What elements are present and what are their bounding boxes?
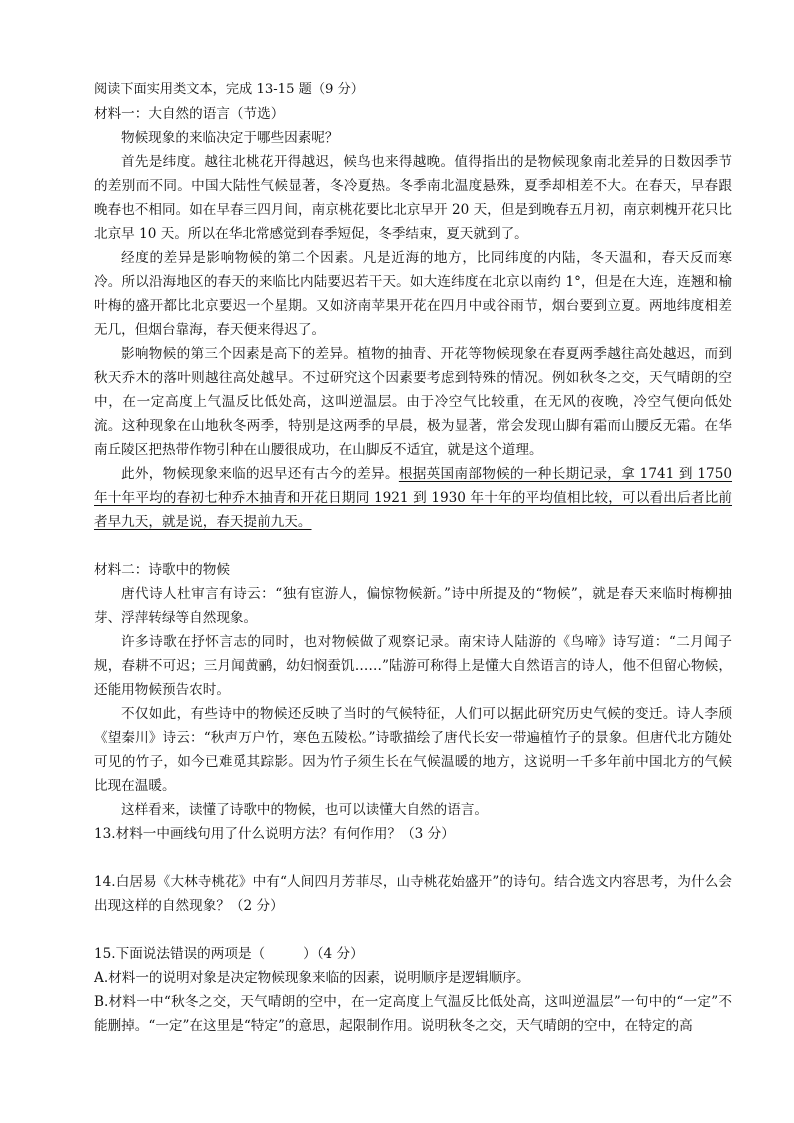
answer-space (94, 846, 732, 870)
material1-last-plain: 此外，物候现象来临的迟早还有古今的差异。 (121, 466, 399, 482)
material1-paragraph: 经度的差异是影响物候的第二个因素。凡是近海的地方，比同纬度的内陆，冬天温和，春天反而寒冷。所以沿海地区的春天的来临比内陆要迟若干天。如大连纬度在北京以南约 1°，但是在大连，连翘和榆叶梅的盛开都比北京要迟一个星期。又如济南苹果开花在四月中或谷雨节，烟台要到立夏。两地纬度相差无几，但烟台靠海，春天便来得迟了。 (94, 250, 732, 338)
question-15-stem: 15.下面说法错误的两项是（ (94, 946, 266, 962)
material1-paragraph: 影响物候的第三个因素是高下的差异。植物的抽青、开花等物候现象在春夏两季越往高处越迟，而到秋天乔木的落叶则越往高处越早。不过研究这个因素要考虑到特殊的情况。例如秋冬之交，天气晴朗的空中，在一定高度上气温反比低处高，这叫逆温层。由于冷空气比较重，在无风的夜晚，冷空气便向低处流。这种现象在山地秋冬两季，特别是这两季的早晨，极为显著，常会发现山脚有霜而山腰反无霜。在华南丘陵区把热带作物引种在山腰很成功，在山脚反不适宜，就是这个道理。 (94, 346, 732, 458)
question-15-score: ）（4 分） (303, 946, 364, 962)
material1-paragraph: 首先是纬度。越往北桃花开得越迟，候鸟也来得越晚。值得指出的是物候现象南北差异的日数因季节的差别而不同。中国大陆性气候显著，冬冷夏热。冬季南北温度悬殊，夏季却相差不大。在春天，早春跟晚春也不相同。如在早春三四月间，南京桃花要比北京早开 20 天，但是到晚春五月初，南京刺槐开花只比北京早 10 天。所以在华北常感觉到春季短促，冬季结束，夏天就到了。 (94, 154, 732, 242)
material2-paragraph: 不仅如此，有些诗中的物候还反映了当时的气候特征，人们可以据此研究历史气候的变迁。诗人李颀《望秦川》诗云：“秋声万户竹，寒色五陵松。”诗歌描绘了唐代长安一带遍植竹子的景象。但唐代北方随处可见的竹子，如今已难觅其踪影。因为竹子须生长在气候温暖的地方，这说明一千多年前中国北方的气候比现在温暖。 (94, 706, 732, 794)
material2-title: 材料二：诗歌中的物候 (94, 562, 230, 578)
material2-paragraph: 这样看来，读懂了诗歌中的物候，也可以读懂大自然的语言。 (121, 802, 489, 818)
material1-title: 材料一：大自然的语言（节选） (94, 106, 285, 122)
option-a: A.材料一的说明对象是决定物候现象来临的因素，说明顺序是逻辑顺序。 (94, 970, 530, 986)
question-13: 13.材料一中画线句用了什么说明方法？有何作用？（3 分） (94, 826, 455, 842)
option-b: B.材料一中“秋冬之交，天气晴朗的空中，在一定高度上气温反比低处高，这叫逆温层”一句中的“一定”不能删掉。“一定”在这里是“特定”的意思，起限制作用。说明秋冬之交，天气晴朗的空中，在特定的高 (94, 994, 732, 1034)
exam-page (94, 78, 732, 1038)
material2-paragraph: 许多诗歌在抒怀言志的同时，也对物候做了观察记录。南宋诗人陆游的《鸟啼》诗写道：“二月闻子规，春耕不可迟；三月闻黄鹂，幼妇悯蚕饥……”陆游可称得上是懂大自然语言的诗人，他不但留心物候，还能用物候预告农时。 (94, 634, 732, 698)
material1-paragraph: 物候现象的来临决定于哪些因素呢？ (121, 130, 339, 146)
question-14: 14.白居易《大林寺桃花》中有“人间四月芳菲尽，山寺桃花始盛开”的诗句。结合选文内容思考，为什么会出现这样的自然现象？（2 分） (94, 874, 732, 914)
spacer (94, 534, 732, 558)
answer-space (94, 918, 732, 942)
underlined-sentence: 根据英国南部物候的一种长期记录，拿 1741 到 1750 年十年平均的春初七种乔木抽青和开花日期同 1921 到 1930 年十年的平均值相比较，可以看出后者比前者早九天，就是说，春天提前九天。 (94, 466, 733, 530)
material1-paragraph-last (94, 462, 732, 534)
question-15 (94, 942, 732, 966)
section-instruction: 阅读下面实用类文本，完成 13-15 题（9 分） (94, 82, 364, 97)
material2-paragraph: 唐代诗人杜审言有诗云：“独有宦游人，偏惊物候新。”诗中所提及的“物候”，就是春天来临时梅柳抽芽、浮萍转绿等自然现象。 (94, 586, 732, 626)
